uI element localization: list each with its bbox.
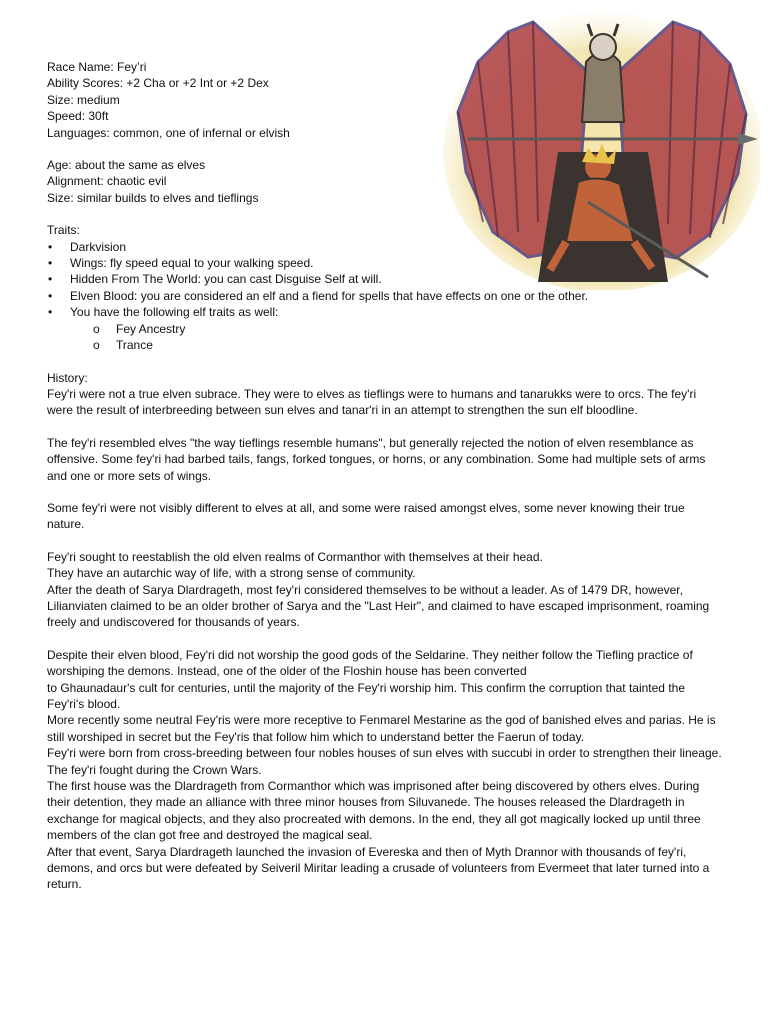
circle-bullet-icon: o <box>93 321 100 336</box>
traits-section <box>47 222 727 353</box>
bullet-icon: • <box>48 256 53 271</box>
race-name-line <box>47 59 727 75</box>
age-value: about the same as elves <box>71 158 206 173</box>
history-paragraph: Fey'ri were born from cross-breeding between four nobles houses of sun elves with succubi in order to strengthen their lineage. The fey'ri fought during the Crown Wars. <box>47 746 722 777</box>
circle-bullet-icon: o <box>93 338 100 353</box>
size-value: medium <box>73 92 120 107</box>
bullet-icon: • <box>48 288 53 303</box>
spacer <box>47 354 727 370</box>
list-item <box>47 239 727 255</box>
history-paragraph: After the death of Sarya Dlardrageth, most fey'ri considered themselves to be without a leader. As of 1479 DR, however, Lilianviaten claimed to be an older brother of Sarya and the "Last Heir", and claimed to have escaped imprisonment, roaming freely and undiscovered for thousands of years. <box>47 582 710 630</box>
bullet-icon: • <box>48 239 53 254</box>
spacer <box>47 533 727 549</box>
race-name-value: Fey’ri <box>113 60 147 74</box>
history-paragraph: Despite their elven blood, Fey'ri did not worship the good gods of the Seldarine. They neither follow the Tiefling practice of worshiping the demons. Instead, one of the older of the Floshin house has been converted <box>47 647 693 679</box>
history-paragraph: After that event, Sarya Dlardrageth launched the invasion of Evereska and then of Myth Drannor with thousands of fey'ri, demons, and orcs but were defeated by Seiveril Miritar leading a crusade of volunteers from Evermeet that later turned into a return. <box>47 844 710 892</box>
list-item <box>47 255 727 271</box>
history-paragraph: The fey'ri resembled elves "the way tieflings resemble humans", but generally rejected the notion of elven resemblance as offensive. Some fey'ri had barbed tails, fangs, forked tongues, or horns, or any combination. Some had multiple sets of arms and one or more sets of wings. <box>47 435 706 483</box>
race-document <box>47 59 727 893</box>
list-item <box>47 321 727 337</box>
list-item <box>47 304 727 320</box>
bullet-icon: • <box>48 272 53 287</box>
traits-list <box>47 239 727 321</box>
build-value: similar builds to elves and tieflings <box>73 190 259 205</box>
stat-block <box>47 59 727 141</box>
history-section <box>47 370 727 893</box>
history-paragraph: They have an autarchic way of life, with a strong sense of community. <box>47 566 416 581</box>
history-paragraph: Fey'ri were not a true elven subrace. They were to elves as tieflings were to humans and tanarukks were to orcs. The fey'ri were the result of interbreeding between sun elves and tanar'ri in an attempt to strengthen the sun elf bloodline. <box>47 386 697 418</box>
size-label: Size: <box>47 92 74 107</box>
ability-scores-label: Ability Scores: <box>47 76 124 91</box>
trait-hidden: Hidden From The World: you can cast Disguise Self at will. <box>70 272 382 287</box>
sub-trait-fey-ancestry: Fey Ancestry <box>116 321 186 336</box>
trait-elven-blood: Elven Blood: you are considered an elf and a fiend for spells that have effects on one or the other. <box>70 288 589 303</box>
speed-line <box>47 108 727 124</box>
trait-darkvision: Darkvision <box>70 239 127 254</box>
spacer <box>47 419 727 435</box>
bullet-icon: • <box>48 305 53 320</box>
speed-label: Speed: <box>47 109 86 124</box>
profile-block <box>47 157 727 206</box>
history-paragraph: The first house was the Dlardrageth from Cormanthor which was imprisoned after being discovered by others elves. During their detention, they made an alliance with three minor houses from Siluvanede. The houses released the Dlardrageth in exchange for magical objects, and they also procreated with demons. In the end, they all got magically locked up until three members of the clan got free and destroyed the magical seal. <box>47 779 701 843</box>
speed-value: 30ft <box>85 109 109 124</box>
age-label: Age: <box>47 158 72 173</box>
race-name-label: Race Name: <box>47 60 114 74</box>
history-paragraph: Fey'ri sought to reestablish the old elven realms of Cormanthor with themselves at their head. <box>47 549 543 564</box>
history-paragraph: to Ghaunadaur's cult for centuries, until the majority of the Fey'ri worship him. This confirm the corruption that tainted the Fey'ri's blood. <box>47 680 685 711</box>
ability-scores-value: +2 Cha or +2 Int or +2 Dex <box>123 76 269 91</box>
build-label: Size: <box>47 190 74 205</box>
alignment-line <box>47 173 727 189</box>
history-heading: History: <box>47 370 88 385</box>
history-paragraph: Some fey'ri were not visibly different to elves at all, and some were raised amongst elves, some never knowing their true nature. <box>47 500 685 532</box>
spacer <box>47 141 727 157</box>
build-line <box>47 190 727 206</box>
list-item <box>47 337 727 353</box>
list-item <box>47 271 727 287</box>
trait-wings: Wings: fly speed equal to your walking speed. <box>70 256 314 271</box>
spacer <box>47 484 727 500</box>
languages-line <box>47 125 727 141</box>
traits-heading: Traits: <box>47 223 80 238</box>
languages-label: Languages: <box>47 125 110 140</box>
list-item <box>47 288 727 304</box>
trait-elf-traits: You have the following elf traits as well: <box>70 305 279 320</box>
elf-traits-sublist <box>47 321 727 354</box>
spacer <box>47 631 727 647</box>
alignment-label: Alignment: <box>47 174 104 189</box>
history-paragraph: More recently some neutral Fey'ris were more receptive to Fenmarel Mestarine as the god of banished elves and parias. He is still worshiped in secret but the Fey'ris that follow him which to understand better the Faerun of today. <box>47 713 716 744</box>
size-line <box>47 92 727 108</box>
sub-trait-trance: Trance <box>116 338 153 353</box>
age-line <box>47 157 727 173</box>
languages-value: common, one of infernal or elvish <box>109 125 290 140</box>
alignment-value: chaotic evil <box>103 174 167 189</box>
spacer <box>47 206 727 222</box>
ability-scores-line <box>47 75 727 91</box>
